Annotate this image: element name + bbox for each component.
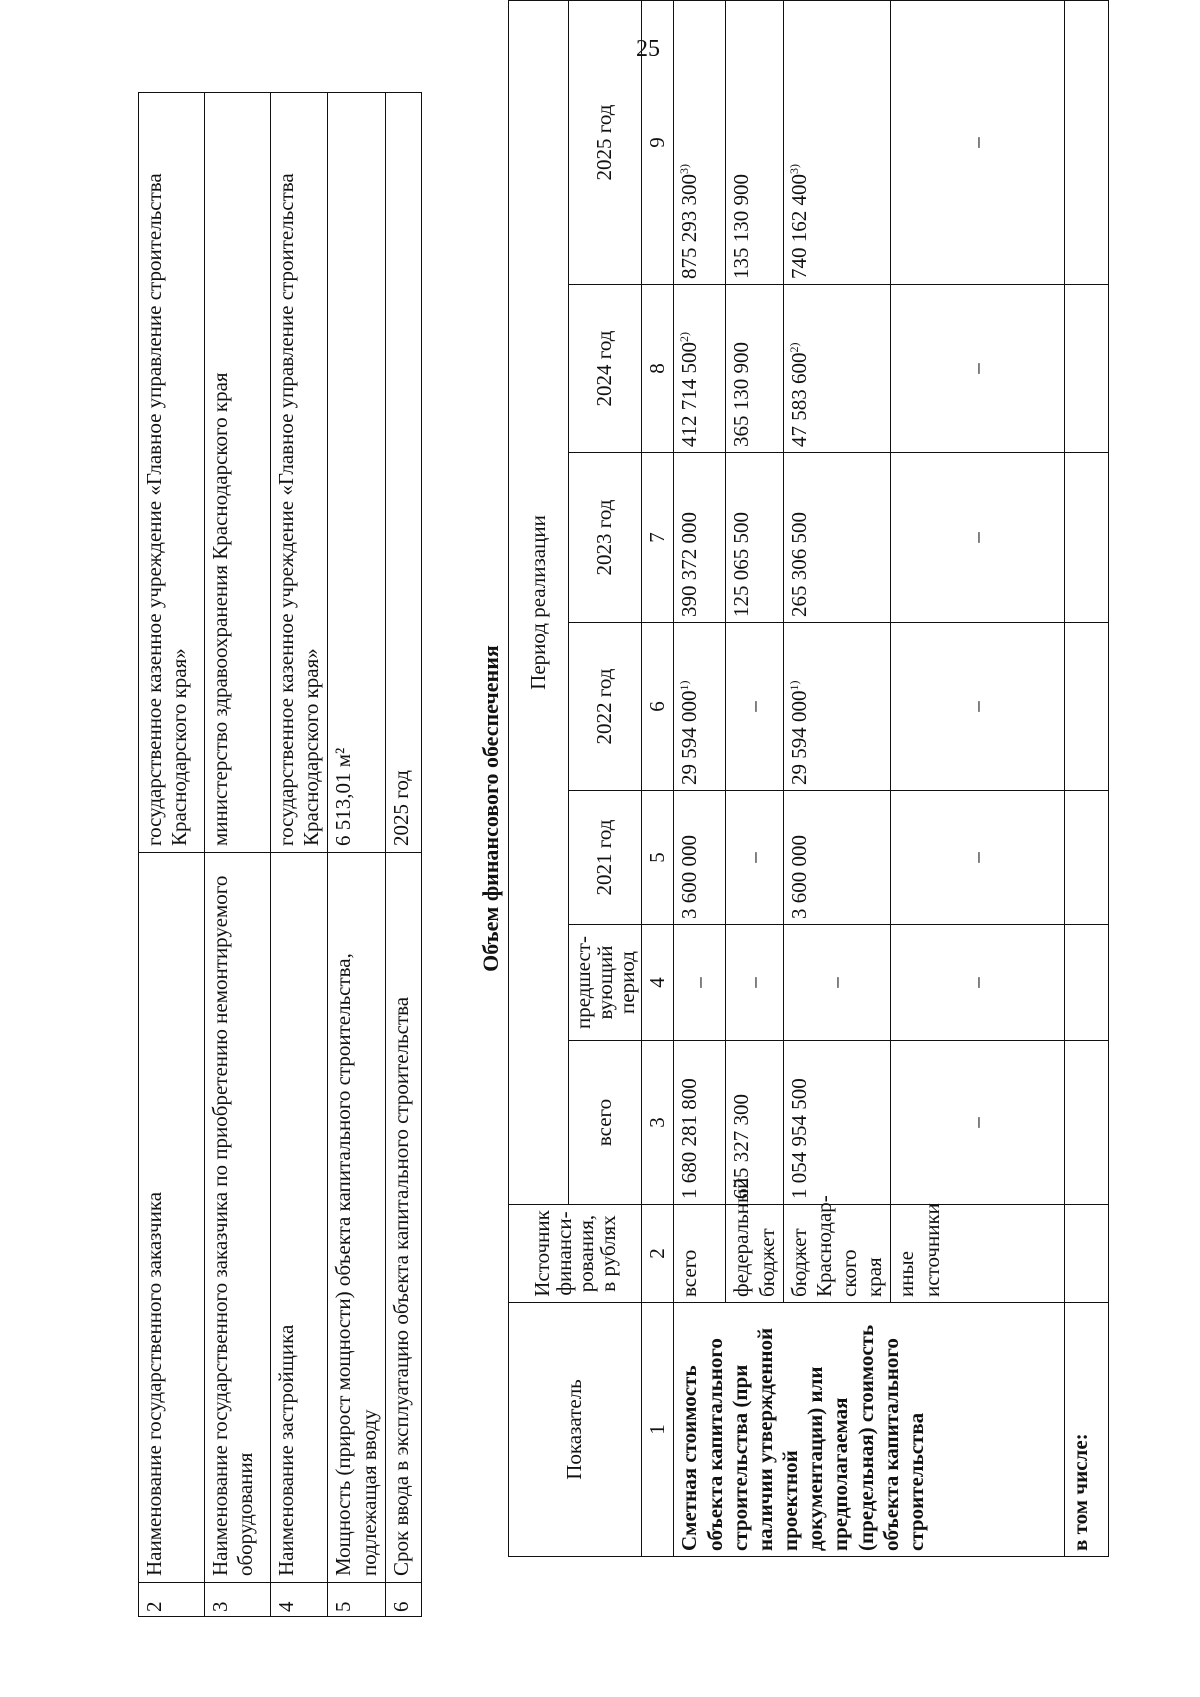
row-number: 3: [205, 1583, 271, 1617]
including-label: в том числе:: [1065, 1303, 1109, 1557]
header-row: [509, 1, 569, 1557]
financing-table: [508, 0, 1109, 1557]
y2022-cell: [783, 623, 891, 791]
column-number: 7: [642, 453, 674, 623]
source-cell: иные источники: [891, 1205, 1065, 1303]
section-heading: Объем финансового обеспечения: [478, 645, 503, 972]
table-row: [385, 93, 421, 1617]
y2022-cell: –: [726, 623, 783, 791]
y2022-cell: –: [891, 623, 1065, 791]
footnote-mark: 1): [677, 680, 692, 691]
header-2025: 2025 год: [569, 1, 642, 285]
empty-cell: [1065, 1205, 1109, 1303]
table-row: [1065, 1, 1109, 1557]
row-number: 4: [271, 1583, 328, 1617]
y2022-cell: [674, 623, 726, 791]
total-cell: 625 327 300: [726, 1041, 783, 1205]
header-previous: предшест-вующий период: [569, 925, 642, 1041]
row-value: государственное казенное учреждение «Главное управление строительства Краснодарского края»: [271, 93, 328, 853]
column-number: 9: [642, 1, 674, 285]
total-cell: 1 054 954 500: [783, 1041, 891, 1205]
y2024-cell: [783, 285, 891, 453]
footnote-mark: 2): [786, 342, 801, 353]
column-number: 5: [642, 791, 674, 925]
empty-cell: [1065, 1041, 1109, 1205]
y2025-cell: –: [891, 1, 1065, 285]
table-row: [139, 93, 205, 1617]
object-info-table: [138, 92, 422, 1617]
row-name: Наименование государственного заказчика: [139, 853, 205, 1583]
row-value: министерство здравоохранения Краснодарского края: [205, 93, 271, 853]
empty-cell: [1065, 453, 1109, 623]
column-number: 2: [642, 1205, 674, 1303]
total-cell: –: [891, 1041, 1065, 1205]
header-2022: 2022 год: [569, 623, 642, 791]
previous-cell: –: [783, 925, 891, 1041]
row-value: государственное казенное учреждение «Главное управление строительства Краснодарского края»: [139, 93, 205, 853]
empty-cell: [1065, 1, 1109, 285]
column-number: 3: [642, 1041, 674, 1205]
y2024-cell: 365 130 900: [726, 285, 783, 453]
y2023-cell: 125 065 500: [726, 453, 783, 623]
table-row: [205, 93, 271, 1617]
empty-cell: [1065, 285, 1109, 453]
value: 412 714 500: [677, 342, 702, 447]
value: 875 293 300: [677, 174, 702, 279]
total-cell: 1 680 281 800: [674, 1041, 726, 1205]
empty-cell: [1065, 791, 1109, 925]
y2021-cell: –: [726, 791, 783, 925]
footnote-mark: 3): [786, 164, 801, 174]
y2024-cell: –: [891, 285, 1065, 453]
row-number: 6: [385, 1583, 421, 1617]
y2021-cell: 3 600 000: [674, 791, 726, 925]
row-name: Наименование застройщика: [271, 853, 328, 1583]
y2024-cell: [674, 285, 726, 453]
footnote-mark: 2): [677, 332, 692, 342]
column-number-row: [642, 1, 674, 1557]
table-row: [271, 93, 328, 1617]
indicator-cell: Сметная стоимость объекта капитального строительства (при наличии утвержденной проектной документации) или предполагаемая (предельная) стоимость объекта капитального строительства: [674, 1303, 1065, 1557]
value: 740 162 400: [786, 174, 811, 279]
row-name: Мощность (прирост мощности) объекта капитального строительства, подлежащая вводу: [328, 853, 385, 1583]
row-number: 2: [139, 1583, 205, 1617]
header-2024: 2024 год: [569, 285, 642, 453]
header-2023: 2023 год: [569, 453, 642, 623]
table-row: [328, 93, 385, 1617]
header-total: всего: [569, 1041, 642, 1205]
y2025-cell: [783, 1, 891, 285]
column-number: 4: [642, 925, 674, 1041]
row-name: Наименование государственного заказчика по приобретению немонтируемого оборудования: [205, 853, 271, 1583]
header-period: Период реализации: [509, 1, 569, 1205]
source-cell: всего: [674, 1205, 726, 1303]
value: 29 594 000: [677, 690, 702, 785]
y2023-cell: 265 306 500: [783, 453, 891, 623]
column-number: 6: [642, 623, 674, 791]
previous-cell: –: [726, 925, 783, 1041]
footnote-mark: 3): [677, 164, 692, 174]
empty-cell: [1065, 925, 1109, 1041]
value: 47 583 600: [786, 352, 811, 447]
table-row: [674, 1, 726, 1557]
footnote-mark: 1): [786, 680, 801, 691]
row-name: Срок ввода в эксплуатацию объекта капитального строительства: [385, 853, 421, 1583]
column-number: 1: [642, 1303, 674, 1557]
y2023-cell: –: [891, 453, 1065, 623]
source-cell: бюджет Краснодар-ского края: [783, 1205, 891, 1303]
y2021-cell: –: [891, 791, 1065, 925]
y2021-cell: 3 600 000: [783, 791, 891, 925]
source-cell: федеральный бюджет: [726, 1205, 783, 1303]
row-number: 5: [328, 1583, 385, 1617]
header-source: Источник финанси-рования, в рублях: [509, 1205, 642, 1303]
previous-cell: –: [891, 925, 1065, 1041]
value: 29 594 000: [786, 690, 811, 785]
row-value: 6 513,01 м²: [328, 93, 385, 853]
header-2021: 2021 год: [569, 791, 642, 925]
empty-cell: [1065, 623, 1109, 791]
row-value: 2025 год: [385, 93, 421, 853]
y2025-cell: [674, 1, 726, 285]
y2023-cell: 390 372 000: [674, 453, 726, 623]
rotated-page-content: [138, 0, 1180, 1617]
page-number: 25: [636, 36, 660, 62]
y2025-cell: 135 130 900: [726, 1, 783, 285]
header-indicator: Показатель: [509, 1303, 642, 1557]
previous-cell: –: [674, 925, 726, 1041]
column-number: 8: [642, 285, 674, 453]
